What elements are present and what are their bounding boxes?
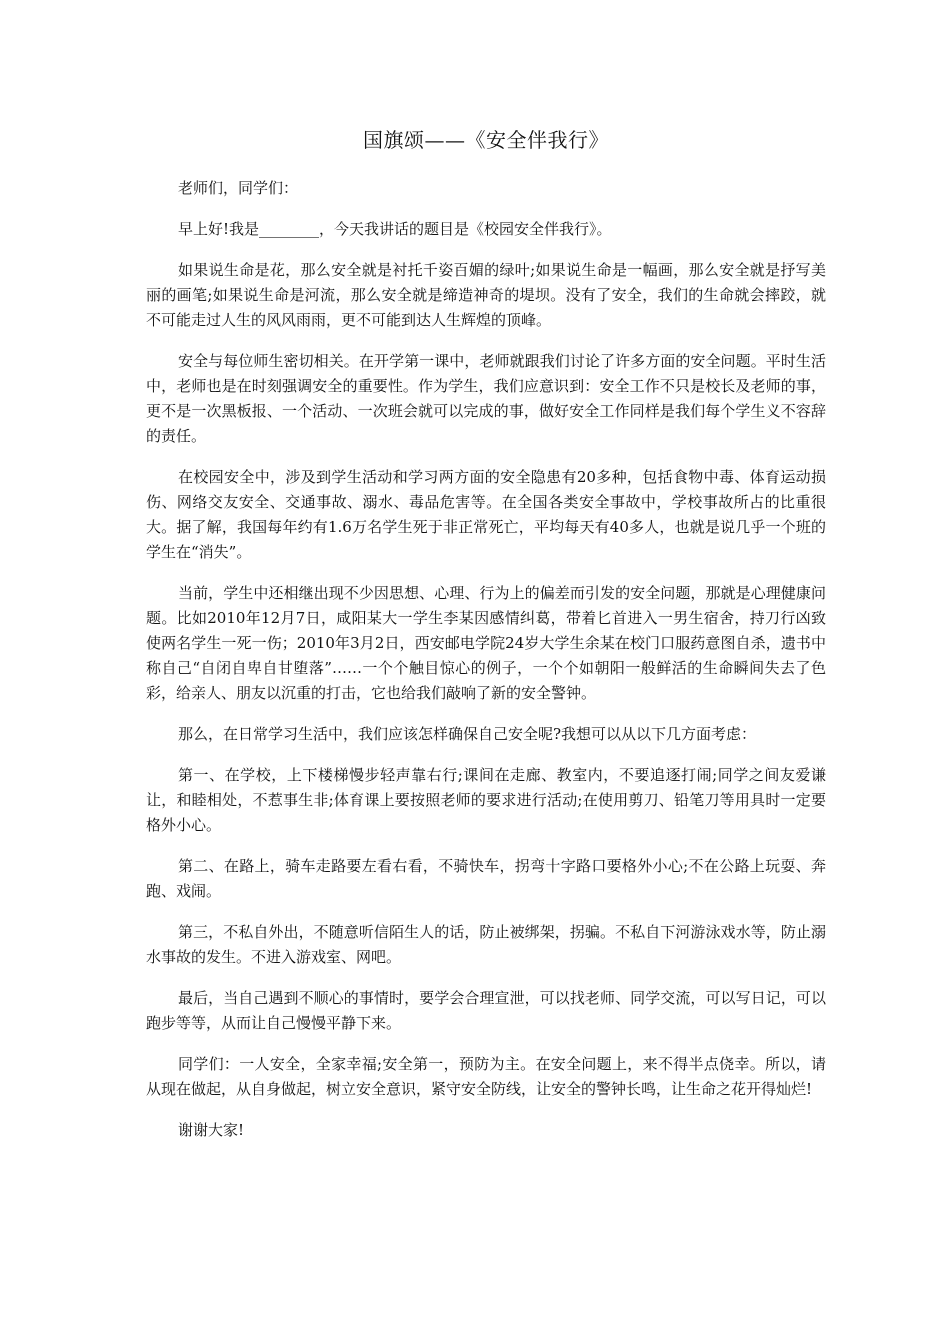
paragraph-salutation: 老师们，同学们： <box>178 179 299 197</box>
paragraph-mental-health: 当前，学生中还相继出现不少因思想、心理、行为上的偏差而引发的安全问题，那就是心理健康问题。比如2010年12月7日，咸阳某大一学生李某因感情纠葛，带着匕首进入一男生宿舍，持刀行凶致使两名学生一死一伤；2010年3月2日，西安邮电学院24岁大学生余某在校门口服药意图自杀，遗书中称自己“自闭自卑自甘堕落”……一个个触目惊心的例子，一个个如朝阳一般鲜活的生命瞬间失去了色彩，给亲人、朋友以沉重的打击，它也给我们敲响了新的安全警钟。 <box>146 584 826 702</box>
document-title: 国旗颂——《安全伴我行》 <box>363 128 609 152</box>
paragraph-conclusion: 同学们：一人安全，全家幸福;安全第一，预防为主。在安全问题上，来不得半点侥幸。所以，请从现在做起，从自身做起，树立安全意识，紧守安全防线，让安全的警钟长鸣，让生命之花开得灿烂! <box>146 1055 826 1098</box>
paragraph-safety-responsibility: 安全与每位师生密切相关。在开学第一课中，老师就跟我们讨论了许多方面的安全问题。平时生活中，老师也是在时刻强调安全的重要性。作为学生，我们应意识到：安全工作不只是校长及老师的事，更不是一次黑板报、一个活动、一次班会就可以完成的事，做好安全工作同样是我们每个学生义不容辞的责任。 <box>146 352 826 445</box>
paragraph-life-metaphor: 如果说生命是花，那么安全就是衬托千姿百媚的绿叶;如果说生命是一幅画，那么安全就是抒写美丽的画笔;如果说生命是河流，那么安全就是缔造神奇的堤坝。没有了安全，我们的生命就会摔跤，就不可能走过人生的风风雨雨，更不可能到达人生辉煌的顶峰。 <box>146 261 826 329</box>
document-page <box>146 126 826 1159</box>
paragraph-third-outside: 第三，不私自外出，不随意听信陌生人的话，防止被绑架，拐骗。不私自下河游泳戏水等，防止溺水事故的发生。不进入游戏室、网吧。 <box>146 923 826 966</box>
paragraph-campus-hazards: 在校园安全中，涉及到学生活动和学习两方面的安全隐患有20多种，包括食物中毒、体育运动损伤、网络交友安全、交通事故、溺水、毒品危害等。在全国各类安全事故中，学校事故所占的比重很大。据了解，我国每年约有1.6万名学生死于非正常死亡，平均每天有40多人，也就是说几乎一个班的学生在“消失”。 <box>146 468 826 561</box>
paragraph-second-on-road: 第二、在路上，骑车走路要左看右看，不骑快车，拐弯十字路口要格外小心;不在公路上玩耍、奔跑、戏闹。 <box>146 857 826 900</box>
paragraph-greeting: 早上好!我是________，今天我讲话的题目是《校园安全伴我行》。 <box>178 220 612 238</box>
paragraph-first-at-school: 第一、在学校，上下楼梯慢步轻声靠右行;课间在走廊、教室内，不要追逐打闹;同学之间友爱谦让，和睦相处，不惹事生非;体育课上要按照老师的要求进行活动;在使用剪刀、铅笔刀等用具时一定要格外小心。 <box>146 766 826 834</box>
paragraph-how-to-stay-safe: 那么，在日常学习生活中，我们应该怎样确保自己安全呢?我想可以从以下几方面考虑： <box>178 725 757 743</box>
paragraph-thanks: 谢谢大家! <box>178 1121 245 1139</box>
paragraph-finally-emotions: 最后，当自己遇到不顺心的事情时，要学会合理宣泄，可以找老师、同学交流，可以写日记，可以跑步等等，从而让自己慢慢平静下来。 <box>146 989 826 1032</box>
